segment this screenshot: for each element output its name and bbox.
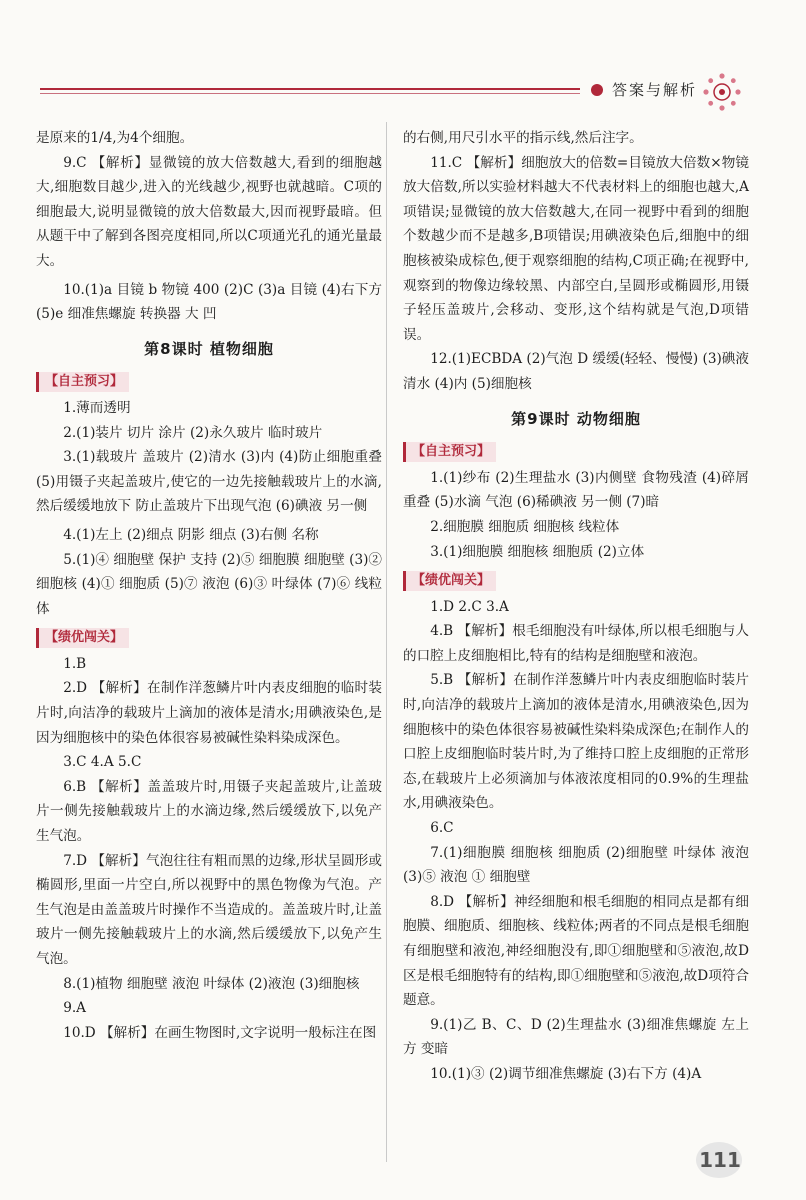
- left-column: [36, 126, 382, 1045]
- answer-line: 的右侧,用尺引水平的指示线,然后注字。: [403, 130, 643, 146]
- practice-9: 9.A: [63, 1000, 86, 1017]
- practice-3: 3.C 4.A 5.C: [63, 754, 142, 771]
- preview-5: 5.(1)④ 细胞壁 保护 支持 (2)⑤ 细胞膜 细胞壁 (3)② 细胞核 (4)① 细胞质 (5)⑦ 液泡 (6)③ 叶绿体 (7)⑥ 线粒体: [36, 551, 382, 617]
- preview-tag: 【 自主预习 】: [36, 369, 382, 394]
- practice-2: 2.D 【解析】在制作洋葱鳞片叶内表皮细胞的临时装片时,向洁净的载玻片上滴加的液体是清水;用碘液染色,是因为细胞核中的染色体很容易被碱性染料染成深色。: [36, 680, 382, 746]
- page-number: 111: [690, 1140, 750, 1180]
- practice-5: 5.B 【解析】在制作洋葱鳞片叶内表皮细胞临时装片时,向洁净的载玻片上滴加的液体是清水,用碘液染色,因为细胞核中的染色体很容易被碱性染料染成深色;在制作人的口腔上皮细胞临时装片时,为了维持口腔上皮细胞的正常形态,在载玻片上必须滴加与体液浓度相同的0.9%的生理盐水,用碘液染色。: [403, 672, 749, 812]
- header-dot-icon: [591, 84, 603, 96]
- header-rule-thin: [40, 93, 580, 94]
- practice-tag: 【 绩优闯关 】: [403, 568, 749, 593]
- practice-4: 4.B 【解析】根毛细胞没有叶绿体,所以根毛细胞与人的口腔上皮细胞相比,特有的结构是细胞壁和液泡。: [403, 623, 749, 664]
- column-divider: [386, 122, 387, 1162]
- preview-1: 1.薄而透明: [63, 399, 131, 416]
- practice-6: 6.B 【解析】盖盖玻片时,用镊子夹起盖玻片,让盖玻片一侧先接触载玻片上的水滴边缘,然后缓缓放下,以免产生气泡。: [36, 778, 382, 845]
- floral-ornament-icon: [700, 70, 744, 114]
- header-rule: [40, 88, 580, 90]
- practice-tag: 【 绩优闯关 】: [36, 625, 382, 650]
- preview-tag: 【 自主预习 】: [403, 439, 749, 464]
- answer-10: 10.(1)a 目镜 b 物镜 400 (2)C (3)a 目镜 (4)右下方 (5)e 细准焦螺旋 转换器 大 凹: [36, 281, 382, 323]
- practice-7: 7.(1)细胞膜 细胞核 细胞质 (2)细胞壁 叶绿体 液泡 (3)⑤ 液泡 ① 细胞壁: [403, 844, 749, 886]
- right-column: [403, 126, 749, 1087]
- practice-10: 10.D 【解析】在画生物图时,文字说明一般标注在图: [63, 1024, 377, 1041]
- practice-8: 8.(1)植物 细胞壁 液泡 叶绿体 (2)液泡 (3)细胞核: [63, 975, 360, 992]
- preview-3: 3.(1)载玻片 盖玻片 (2)清水 (3)内 (4)防止细胞重叠 (5)用镊子夹起盖玻片,使它的一边先接触载玻片上的水滴,然后缓缓地放下 防止盖玻片下出现气泡 (6)碘液 另一侧: [36, 449, 382, 515]
- page-header: [0, 0, 806, 120]
- answer-9: 9.C 【解析】显微镜的放大倍数越大,看到的细胞越大,细胞数目越少,进入的光线越少,视野也就越暗。C项的细胞最大,说明显微镜的放大倍数最大,因而视野最暗。但从题干中了解到各图亮度相同,所以C项通光孔的通光量最大。: [36, 154, 382, 269]
- preview-2: 2.细胞膜 细胞质 细胞核 线粒体: [430, 518, 620, 535]
- practice-6: 6.C: [430, 820, 454, 837]
- preview-4: 4.(1)左上 (2)细点 阴影 细点 (3)右侧 名称: [63, 526, 319, 543]
- header-title: 答案与解析: [612, 81, 698, 99]
- practice-9: 9.(1)乙 B、C、D (2)生理盐水 (3)细准焦螺旋 左上方 变暗: [403, 1016, 749, 1058]
- lesson-9-title: 第9课时 动物细胞: [511, 409, 641, 428]
- preview-1: 1.(1)纱布 (2)生理盐水 (3)内侧壁 食物残渣 (4)碎屑 重叠 (5)水滴 气泡 (6)稀碘液 另一侧 (7)暗: [403, 469, 749, 511]
- preview-3: 3.(1)细胞膜 细胞核 细胞质 (2)立体: [430, 543, 645, 560]
- preview-2: 2.(1)装片 切片 涂片 (2)永久玻片 临时玻片: [63, 424, 323, 441]
- answer-12: 12.(1)ECBDA (2)气泡 D 缓缓(轻轻、慢慢) (3)碘液 清水 (4)内 (5)细胞核: [403, 351, 749, 392]
- answer-11: 11.C 【解析】细胞放大的倍数=目镜放大倍数×物镜放大倍数,所以实验材料越大不代表材料上的细胞也越大,A项错误;显微镜的放大倍数越大,在同一视野中看到的细胞个数越少而不是越多,B项错误;用碘液染色后,细胞中的细胞核被染成棕色,便于观察细胞的结构,C项正确;在视野中,观察到的物像边缘较黑、内部空白,呈圆形或椭圆形,用镊子轻压盖玻片,会移动、变形,这个结构就是气泡,D项错误。: [403, 154, 749, 343]
- answer-line: 是原来的1/4,为4个细胞。: [36, 130, 194, 146]
- practice-7: 7.D 【解析】气泡往往有粗而黑的边缘,形状呈圆形或椭圆形,里面一片空白,所以视野中的黑色物像为气泡。产生气泡是由盖盖玻片时操作不当造成的。盖盖玻片时,让盖玻片一侧先接触载玻片上的水滴,然后缓缓放下,以免产生气泡。: [36, 852, 382, 967]
- practice-1: 1.D 2.C 3.A: [430, 598, 509, 615]
- practice-1: 1.B: [63, 655, 87, 672]
- practice-8: 8.D 【解析】神经细胞和根毛细胞的相同点是都有细胞膜、细胞质、细胞核、线粒体;两者的不同点是根毛细胞有细胞壁和液泡,神经细胞没有,即①细胞壁和⑤液泡,故D区是根毛细胞特有的结构,即①细胞壁和⑤液泡,故D项符合题意。: [403, 893, 749, 1009]
- practice-10: 10.(1)③ (2)调节细准焦螺旋 (3)右下方 (4)A: [430, 1065, 702, 1082]
- lesson-8-title: 第8课时 植物细胞: [144, 339, 274, 358]
